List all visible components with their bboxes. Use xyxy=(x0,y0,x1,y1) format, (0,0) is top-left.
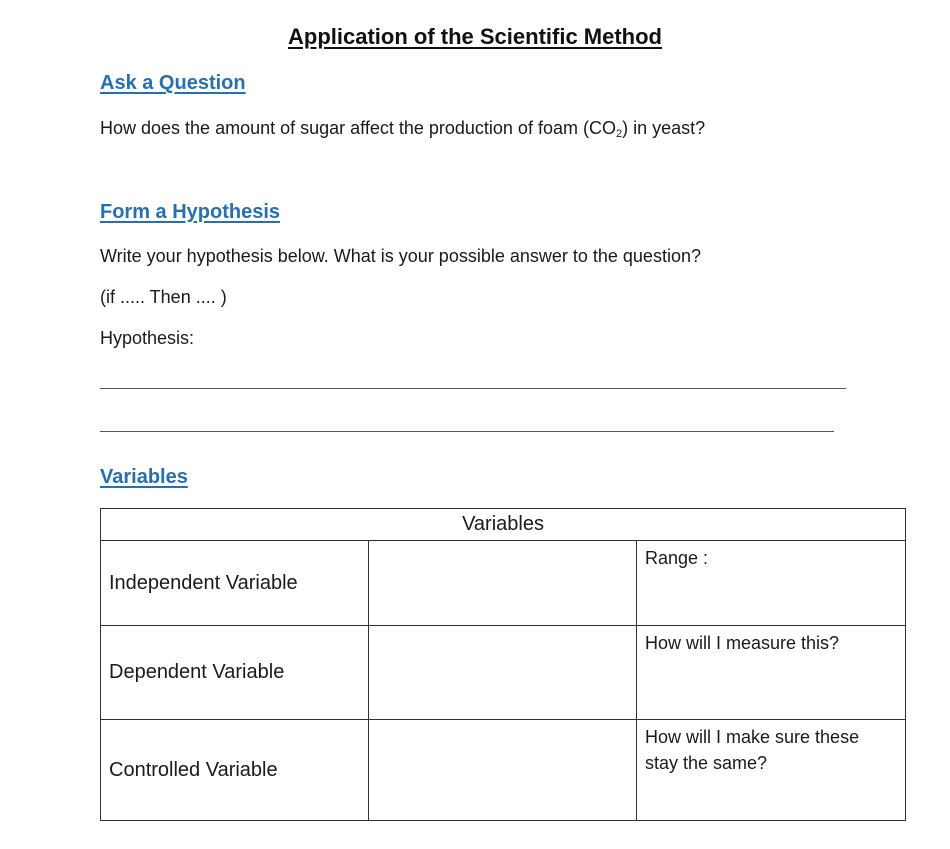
question-text-start: How does the amount of sugar affect the production of foam (CO xyxy=(100,118,616,138)
table-row xyxy=(101,541,906,626)
question-subscript: 2 xyxy=(615,128,623,140)
controlled-variable-same-cell[interactable]: How will I make sure these stay the same? xyxy=(637,720,906,821)
hypothesis-format-hint: (if ..... Then .... ) xyxy=(100,287,227,307)
controlled-variable-answer-cell[interactable] xyxy=(369,720,637,821)
question-text-end: ) in yeast? xyxy=(622,118,706,138)
table-row xyxy=(101,626,906,720)
variables-heading: Variables xyxy=(100,466,188,488)
ask-question-heading: Ask a Question xyxy=(100,72,246,94)
dependent-variable-measure-cell[interactable]: How will I measure this? xyxy=(637,626,906,720)
variables-table xyxy=(100,508,906,821)
research-question xyxy=(100,118,705,140)
dependent-variable-label: Dependent Variable xyxy=(101,626,369,720)
dependent-variable-answer-cell[interactable] xyxy=(369,626,637,720)
page-title: Application of the Scientific Method xyxy=(288,24,662,49)
hypothesis-instruction: Write your hypothesis below. What is your possible answer to the question? xyxy=(100,246,701,266)
hypothesis-answer-line-1[interactable] xyxy=(100,388,846,389)
independent-variable-label: Independent Variable xyxy=(101,541,369,626)
controlled-variable-label: Controlled Variable xyxy=(101,720,369,821)
hypothesis-answer-line-2[interactable] xyxy=(100,431,834,432)
independent-variable-answer-cell[interactable] xyxy=(369,541,637,626)
hypothesis-label: Hypothesis: xyxy=(100,328,195,348)
independent-variable-range-cell[interactable]: Range : xyxy=(637,541,906,626)
form-hypothesis-heading: Form a Hypothesis xyxy=(100,201,281,223)
table-row xyxy=(101,720,906,821)
variables-table-header: Variables xyxy=(101,509,906,541)
